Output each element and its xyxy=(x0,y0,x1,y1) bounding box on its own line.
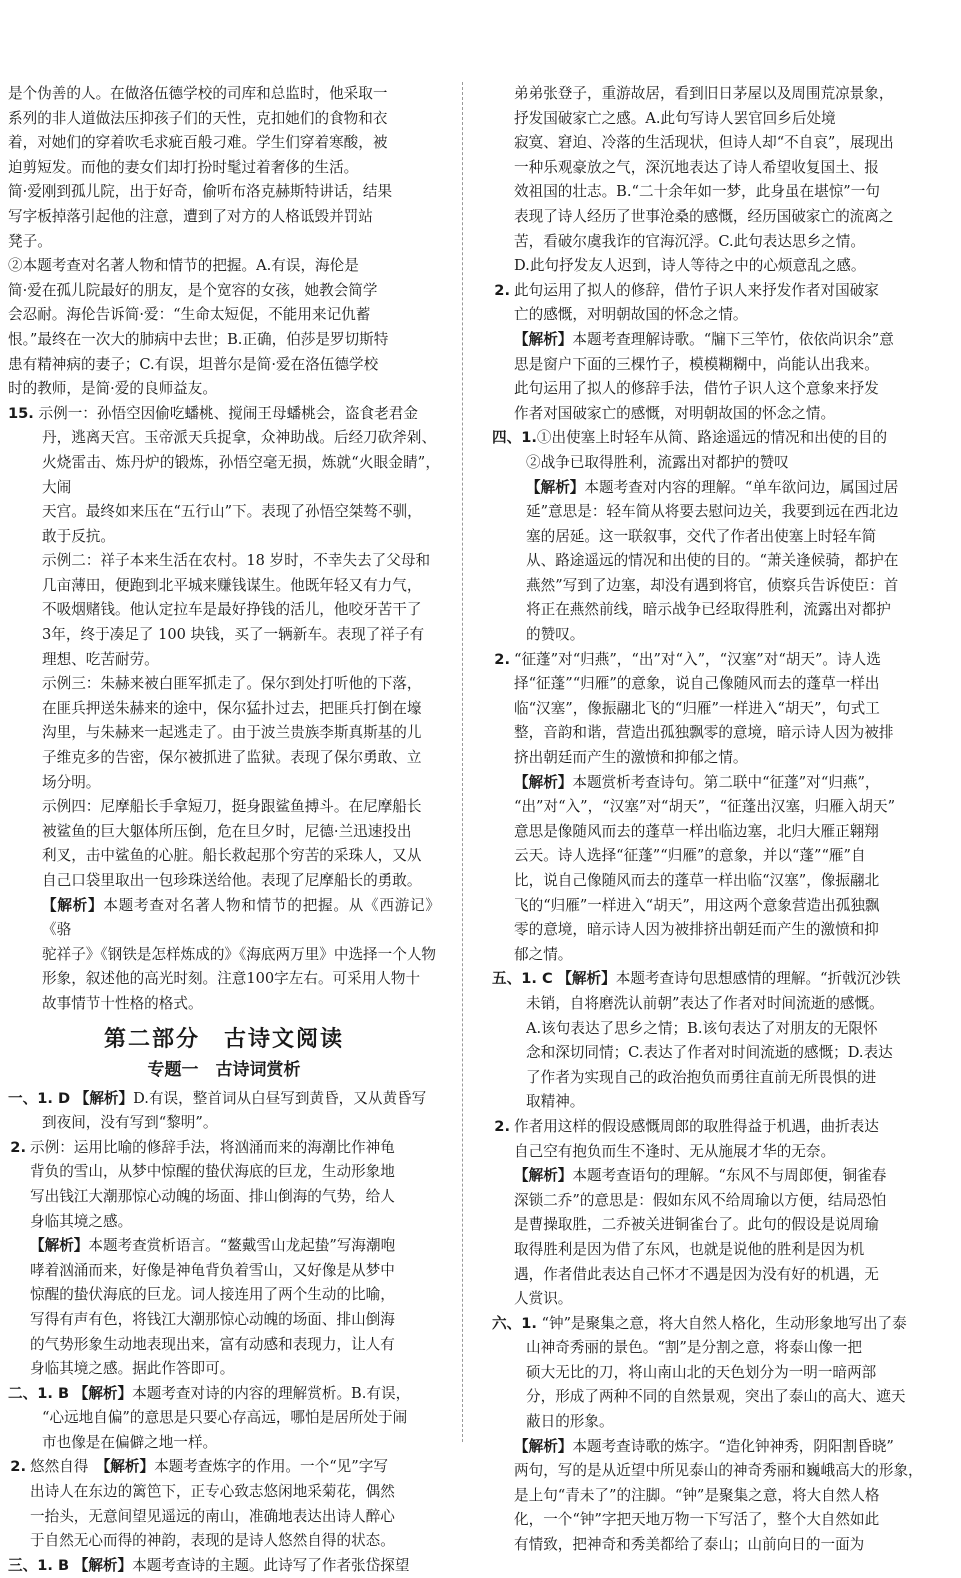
text-line: 简·爱刚到孤儿院，出于好奇，偷听布洛克赫斯特讲话，结果 xyxy=(8,183,393,201)
line-text: “征蓬”对“归燕”，“出”对“入”，“汉塞”对“胡天”。诗人选 xyxy=(514,650,881,668)
line-text: 本题考查赏析语言。“鳌戴雪山龙起蛰”写海潮咆 xyxy=(88,1237,396,1255)
section-5-question-2 xyxy=(492,1115,934,1164)
question-number: 五、1. C xyxy=(492,970,553,988)
lead-line xyxy=(526,476,934,501)
line-text: 本题考查诗句思想感情的理解。“折戟沉沙铁 xyxy=(615,970,901,988)
line-text: 取得胜利是因为借了东风，也就是说他的胜利是因为机 xyxy=(514,1240,865,1258)
line-text: 两句，写的是从近望中所见泰山的神奇秀丽和巍峨高大的形象， xyxy=(514,1462,923,1480)
line-text: 分，形成了两种不同的自然景观，突出了泰山的高大、遮天 xyxy=(526,1388,906,1406)
line-text: 山神奇秀丽的景色。“割”是分割之意，将泰山像一把 xyxy=(526,1339,862,1357)
analysis-tag: 【解析】 xyxy=(514,330,573,348)
part-title: 第二部分 古诗文阅读 xyxy=(103,1026,344,1052)
lead-line xyxy=(494,279,934,304)
answer-paragraph-2 xyxy=(8,254,440,402)
line-text: 整，音韵和谐，营造出孤独飘零的意境，暗示诗人因为被排 xyxy=(514,724,894,742)
analysis-tag: 【解析】 xyxy=(514,1167,573,1185)
text-line: 一种乐观豪放之气，深沉地表达了诗人希望收复国土、报 xyxy=(514,158,879,176)
line-text: 念和深切同情；C.表达了作者对时间流逝的感慨；D.表达 xyxy=(526,1044,893,1062)
line-text: 3年，终于凑足了 100 块钱，买了一辆新车。表现了祥子有 xyxy=(42,626,425,644)
analysis-tag: 【解析】 xyxy=(73,1556,133,1574)
question-number: 一、1. D xyxy=(8,1089,71,1107)
line-text: 利叉，击中鲨鱼的心脏。船长救起那个穷苦的采珠人，又从 xyxy=(42,847,422,865)
section-2-question-1 xyxy=(8,1382,440,1456)
line-text: 几亩薄田，便跑到北平城来赚钱谋生。他既年轻又有力气， xyxy=(42,576,422,594)
line-text: 出诗人在东边的篱笆下，正专心致志悠闲地采菊花，偶然 xyxy=(30,1483,395,1501)
answer-text: 悠然自得 xyxy=(30,1458,89,1476)
line-text: 敢于反抗。 xyxy=(42,527,115,545)
text-line: 表现了诗人经历了世事沧桑的感慨，经历国破家亡的流离之 xyxy=(514,207,894,225)
line-text: 化，一个“钟”字把天地万物一下写活了，整个大自然如此 xyxy=(514,1511,880,1529)
question-number: 四、1. xyxy=(492,429,537,447)
line-text: 自己空有抱负而生不逢时、无从施展才华的无奈。 xyxy=(514,1142,836,1160)
line-text: 此句运用了拟人的修辞手法，借竹子识人这个意象来抒发 xyxy=(514,380,879,398)
text-line: 系列的非人道做法压抑孩子们的天性，克扣她们的食物和衣 xyxy=(8,109,388,127)
line-text: 背负的雪山，从梦中惊醒的蛰伏海底的巨龙，生动形象地 xyxy=(30,1163,395,1181)
lead-line xyxy=(42,894,440,943)
line-text: 蔽日的形象。 xyxy=(526,1413,614,1431)
analysis-tag: 【解析】 xyxy=(557,970,616,988)
line-text: 从、路途遥远的情况和出使的目的。“萧关逢候骑，都护在 xyxy=(526,552,899,570)
line-text: 理想、吃苦耐劳。 xyxy=(42,650,159,668)
line-text: 子维克多的告密，保尔被抓进了监狱。表现了保尔勇敢、立 xyxy=(42,749,422,767)
section-3-continued xyxy=(492,82,934,279)
lead-line xyxy=(8,1087,440,1112)
section-1-question-2 xyxy=(8,1136,440,1234)
line-text: ①出使塞上时轻车从简、路途遥远的情况和出使的目的 xyxy=(536,429,888,447)
line-text: “出”对“入”，“汉塞”对“胡天”，“征蓬出汉塞，归雁入胡天” xyxy=(514,798,896,816)
question-number: 15. xyxy=(8,404,34,422)
line-text: 示例一：孙悟空因偷吃蟠桃、搅闹王母蟠桃会，盗食老君金 xyxy=(38,404,418,422)
line-text: 驼祥子》《钢铁是怎样炼成的》《海底两万里》中选择一个人物 xyxy=(42,945,437,963)
line-text: 临“汉塞”，像振翮北飞的“归雁”一样进入“胡天”，句式工 xyxy=(514,699,880,717)
right-column xyxy=(492,82,934,1558)
line-text: 的气势形象生动地表现出来，富有动感和表现力，让人有 xyxy=(30,1335,395,1353)
line-text: 本题赏析考查诗句。第二联中“征蓬”对“归燕”， xyxy=(572,773,880,791)
section-6-question-1-analysis xyxy=(492,1435,934,1558)
question-number: 2. xyxy=(494,650,510,668)
line-text: 本题考查诗的主题。此诗写了作者张岱探望 xyxy=(132,1556,410,1574)
line-text: 示例二：祥子本来生活在农村。18 岁时，不幸失去了父母和 xyxy=(42,552,431,570)
lead-line xyxy=(514,1435,934,1460)
question-number: 二、1. B xyxy=(8,1384,70,1402)
line-text: “钟”是聚集之意，将大自然人格化，生动形象地写出了泰 xyxy=(541,1314,907,1332)
question-number: 2. xyxy=(494,1117,510,1135)
text-line: 苦，看破尔虞我诈的官海沉浮。C.此句表达思乡之情。 xyxy=(514,232,865,250)
text-line: 迫剪短发。而他的妻女们却打扮时髦过着奢侈的生活。 xyxy=(8,158,359,176)
line-text: 写得有声有色，将钱江大潮那惊心动魄的场面、排山倒海 xyxy=(30,1310,395,1328)
question-number: 2. xyxy=(10,1138,26,1156)
section-2-question-2 xyxy=(8,1455,440,1553)
text-line: 是个伪善的人。在做洛伍德学校的司库和总监时，他采取一 xyxy=(8,85,388,102)
line-text: ②战争已取得胜利，流露出对都护的赞叹 xyxy=(526,453,789,471)
line-text: 不吸烟赌钱。他认定拉车是最好挣钱的活儿，他咬牙苦干了 xyxy=(42,601,422,619)
text-line: 效祖国的壮志。B.“二十余年如一梦，此身虽在堪惊”一句 xyxy=(514,183,880,201)
line-text: 未销，自将磨洗认前朝”表达了作者对时间流逝的感慨。 xyxy=(526,994,884,1012)
line-text: 本题考查炼字的作用。一个“见”字写 xyxy=(154,1458,388,1476)
lead-line xyxy=(514,771,934,796)
lead-line xyxy=(8,1554,440,1578)
lead-line xyxy=(514,328,934,353)
line-text: 思是窗户下面的三棵竹子，模模糊糊中，尚能认出我来。 xyxy=(514,355,879,373)
line-text: 零的意境，暗示诗人因为被排挤出朝廷而产生的激愤和抑 xyxy=(514,921,879,939)
text-line: 恨。”最终在一次大的肺病中去世；B.正确，伯莎是罗切斯特 xyxy=(8,330,389,348)
continued-paragraph xyxy=(8,82,440,254)
line-text: 示例：运用比喻的修辞手法，将汹涌而来的海潮比作神龟 xyxy=(30,1138,395,1156)
analysis-tag: 【解析】 xyxy=(526,478,585,496)
lead-line xyxy=(494,1115,934,1140)
line-text: 将正在燕然前线，暗示战争已经取得胜利，流露出对都护 xyxy=(526,601,891,619)
line-text: 择“征蓬”“归雁”的意象，说自己像随风而去的蓬草一样出 xyxy=(514,675,880,693)
line-text: 作者用这样的假设感慨周郎的取胜得益于机遇，曲折表达 xyxy=(514,1117,879,1135)
line-text: 人赏识。 xyxy=(514,1290,573,1308)
line-text: D.有误，整首词从白昼写到黄昏，又从黄昏写 xyxy=(133,1089,427,1107)
analysis-tag: 【解析】 xyxy=(30,1237,89,1255)
line-text: 意思是像随风而去的蓬草一样出临边塞，北归大雁正翱翔 xyxy=(514,822,879,840)
section-5-question-1 xyxy=(492,967,934,1115)
line-text: 塞的居延。这一联叙事，交代了作者出使塞上时轻车简 xyxy=(526,527,877,545)
text-line: 患有精神病的妻子；C.有误，坦普尔是简·爱在洛伍德学校 xyxy=(8,355,379,373)
question-number: 2. xyxy=(494,281,510,299)
line-text: 于自然无心而得的神韵，表现的是诗人悠然自得的状态。 xyxy=(30,1532,395,1550)
section-1-question-1 xyxy=(8,1087,440,1136)
lead-line xyxy=(494,648,934,673)
section-4-question-2 xyxy=(492,648,934,771)
line-text: 延”意思是：轻车简从将要去慰问边关，我要到远在西北边 xyxy=(526,503,899,521)
line-text: 郁之情。 xyxy=(514,945,573,963)
line-text: 身临其境之感。 xyxy=(30,1212,133,1230)
line-text: 故事情节十性格的格式。 xyxy=(42,994,203,1012)
line-text: 了作者为实现自己的政治抱负而勇往直前无所畏惧的进 xyxy=(526,1068,877,1086)
line-text: 本题考查对诗的内容的理解赏析。B.有误， xyxy=(132,1384,411,1402)
lead-line xyxy=(492,426,934,451)
line-text: 丹，逃离天宫。玉帝派天兵捉拿，众神助战。后经刀砍斧剁、 xyxy=(42,429,437,447)
line-text: 是曹操取胜，二乔被关进铜雀台了。此句的假设是说周瑜 xyxy=(514,1216,879,1234)
question-15 xyxy=(8,402,440,1017)
line-text: 本题考查语句的理解。“东风不与周郎便，铜雀春 xyxy=(572,1167,887,1185)
lead-line xyxy=(492,1312,934,1337)
line-text: 本题考查对名著人物和情节的把握。从《西游记》《骆 xyxy=(42,896,440,939)
text-line: 着，对她们的穿着吹毛求疵百般刁难。学生们穿着寒酸，被 xyxy=(8,134,388,152)
line-text: 飞的“归雁”一样进入“胡天”，用这两个意象营造出孤独飘 xyxy=(514,896,880,914)
analysis-tag: 【解析】 xyxy=(74,1089,134,1107)
lead-line xyxy=(8,1382,440,1407)
line-text: 自己口袋里取出一包珍珠送给他。表现了尼摩船长的勇敢。 xyxy=(42,872,422,889)
line-text: 比，说自己像随风而去的蓬草一样出临“汉塞”，像振翮北 xyxy=(514,872,880,889)
section-3-question-1 xyxy=(8,1554,440,1578)
line-text: 在匪兵押送朱赫来的途中，保尔猛扑过去，把匪兵打倒在壕 xyxy=(42,699,422,717)
text-line: ②本题考查对名著人物和情节的把握。A.有误，海伦是 xyxy=(8,257,359,275)
line-text: 沟里，与朱赫来一起逃走了。由于波兰贵族李斯真斯基的儿 xyxy=(42,724,422,742)
line-text: 哮着汹涌而来，好像是神龟背负着雪山，又好像是从梦中 xyxy=(30,1261,395,1279)
lead-line xyxy=(492,967,934,992)
analysis-tag: 【解析】 xyxy=(514,1437,573,1455)
line-text: 此句运用了拟人的修辞，借竹子识人来抒发作者对国破家 xyxy=(514,281,879,299)
section-3-question-2 xyxy=(492,279,934,328)
text-line: 弟弟张登子，重游故居，看到旧日茅屋以及周围荒凉景象， xyxy=(514,85,894,102)
line-text: 惊醒的蛰伏海底的巨龙。词人接连用了两个生动的比喻， xyxy=(30,1286,395,1304)
question-number: 六、1. xyxy=(492,1314,537,1332)
line-text: 身临其境之感。据此作答即可。 xyxy=(30,1360,235,1378)
question-number: 2. xyxy=(10,1458,26,1476)
line-text: 被鲨鱼的巨大躯体所压倒，危在旦夕时，尼德·兰迅速投出 xyxy=(42,822,412,840)
section-4-question-2-analysis xyxy=(492,771,934,968)
line-text: 一抬头，无意间望见遥远的南山，准确地表达出诗人醉心 xyxy=(30,1507,395,1525)
analysis-tag: 【解析】 xyxy=(514,773,573,791)
column-divider xyxy=(462,82,463,1442)
line-text: 硕大无比的刀，将山南山北的天色划分为一明一暗两部 xyxy=(526,1363,877,1381)
line-text: 本题考查理解诗歌。“牖下三竿竹，依依尚识余”意 xyxy=(572,330,894,348)
line-text: 形象，叙述他的高光时刻。注意100字左右。可采用人物十 xyxy=(42,970,421,988)
line-text: 写出钱江大潮那惊心动魄的场面、排山倒海的气势，给人 xyxy=(30,1187,395,1205)
line-text: 示例三：朱赫来被白匪军抓走了。保尔到处打听他的下落， xyxy=(42,675,422,693)
text-line: 简·爱在孤儿院最好的朋友，是个宽容的女孩，她教会简学 xyxy=(8,281,378,299)
topic-title: 专题一 古诗词赏析 xyxy=(147,1059,301,1080)
section-1-question-2-analysis xyxy=(8,1234,440,1382)
lead-line xyxy=(514,1164,934,1189)
analysis-tag: 【解析】 xyxy=(103,1458,155,1476)
analysis-tag: 【解析】 xyxy=(73,1384,133,1402)
text-line: 凳子。 xyxy=(8,232,52,250)
text-line: 寂寞、窘迫、冷落的生活现状，但诗人却“不自哀”，展现出 xyxy=(514,134,894,152)
lead-line xyxy=(8,402,440,427)
line-text: 示例四：尼摩船长手拿短刀，挺身跟鲨鱼搏斗。在尼摩船长 xyxy=(42,798,422,816)
section-5-question-2-analysis xyxy=(492,1164,934,1312)
lead-line xyxy=(30,1234,440,1259)
text-line: 时的教师，是简·爱的良师益友。 xyxy=(8,380,217,398)
line-text: 到夜间，没有写到“黎明”。 xyxy=(42,1114,218,1132)
line-text: 是上句“青未了”的注脚。“钟”是聚集之意，将大自然人格 xyxy=(514,1486,880,1504)
analysis-tag: 【解析】 xyxy=(42,896,104,914)
line-text: 作者对国破家亡的感慨，对明朝故国的怀念之情。 xyxy=(514,404,836,422)
line-text: “心远地自偏”的意思是只要心存高远，哪怕是居所处于闹 xyxy=(42,1409,408,1427)
line-text: 燕然”写到了边塞，却没有遇到将官，侦察兵告诉使臣：首 xyxy=(526,576,899,594)
line-text: 有情致，把神奇和秀美都给了泰山；山前向日的一面为 xyxy=(514,1536,865,1554)
line-text: 的赞叹。 xyxy=(526,626,585,644)
line-text: 遇，作者借此表达自己怀才不遇是因为没有好的机遇，无 xyxy=(514,1265,879,1283)
line-text: 火烧雷击、炼丹炉的锻炼，孙悟空毫无损，炼就“火眼金睛”，大闹 xyxy=(42,453,440,496)
text-line: D.此句抒发友人迟到，诗人等待之中的心烦意乱之感。 xyxy=(514,257,866,275)
line-text: 天宫。最终如来压在“五行山”下。表现了孙悟空桀骜不驯， xyxy=(42,503,422,521)
line-text: 挤出朝廷而产生的激愤和抑郁之情。 xyxy=(514,749,748,767)
line-text: A.该句表达了思乡之情；B.该句表达了对朋友的无限怀 xyxy=(526,1019,878,1037)
lead-line xyxy=(10,1455,440,1480)
question-15-analysis xyxy=(42,894,440,1017)
lead-line xyxy=(10,1136,440,1161)
line-text: 云天。诗人选择“征蓬”“归雁”的意象，并以“蓬”“雁”自 xyxy=(514,847,866,865)
line-text: 本题考查对内容的理解。“单车欲问边，属国过居 xyxy=(584,478,899,496)
line-text: 亡的感慨，对明朝故国的怀念之情。 xyxy=(514,306,748,324)
left-column xyxy=(8,82,440,1578)
line-text: 场分明。 xyxy=(42,773,101,791)
line-text: 取精神。 xyxy=(526,1093,585,1111)
line-text: 市也像是在偏僻之地一样。 xyxy=(42,1433,218,1451)
text-line: 会忍耐。海伦告诉简·爱：“生命太短促，不能用来记仇蓄 xyxy=(8,306,371,324)
line-text: 深锁二乔”的意思是：假如东风不给周瑜以方便，结局恐怕 xyxy=(514,1191,887,1209)
line-text: 本题考查诗歌的炼字。“造化钟神秀，阴阳割昏晓” xyxy=(572,1437,894,1455)
section-3-question-2-analysis xyxy=(492,328,934,426)
text-line: 抒发国破家亡之感。A.此句写诗人罢官回乡后处境 xyxy=(514,109,836,127)
question-number: 三、1. B xyxy=(8,1556,70,1574)
section-4-question-1 xyxy=(492,426,934,647)
text-line: 写字板掉落引起他的注意，遭到了对方的人格诋毁并罚站 xyxy=(8,207,373,225)
section-6-question-1 xyxy=(492,1312,934,1435)
